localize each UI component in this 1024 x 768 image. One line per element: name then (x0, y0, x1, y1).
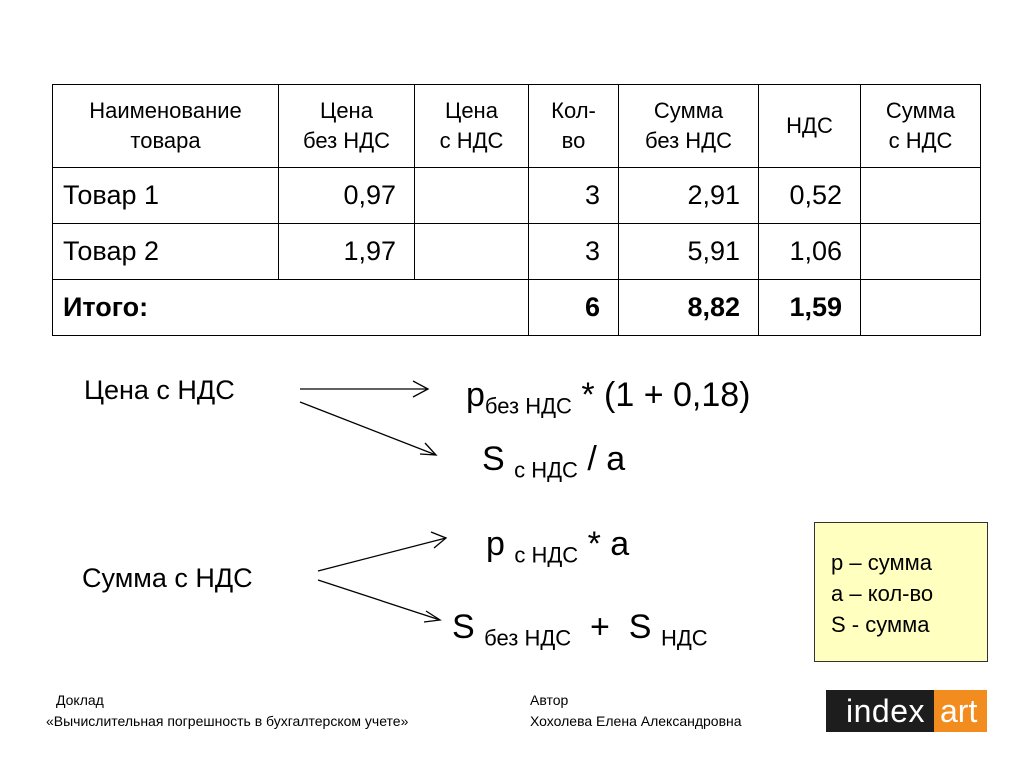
cell-product: Товар 1 (53, 168, 279, 224)
cell-sum-no-vat: 5,91 (619, 224, 759, 280)
cell-vat: 1,06 (759, 224, 861, 280)
footer-author (530, 690, 742, 732)
price-with-vat-label: Цена с НДС (84, 375, 235, 405)
arrow-price-to-formula2 (300, 402, 436, 455)
formula-price-no-vat: $p_{без НДС} * (1 + 0,18)$ (466, 376, 751, 419)
header-product-name: Наименование товара (53, 85, 279, 168)
header-vat: НДС (759, 85, 861, 168)
footer-report-title: «Вычислительная погрешность в бухгалтерском учете» (46, 713, 409, 729)
legend-box (814, 522, 988, 662)
header-price-no-vat: Цена без НДС (279, 85, 415, 168)
cell-total-quantity: 6 (529, 280, 619, 336)
formula-sum-with-vat-div: S $_{с НДС}$ / a (482, 440, 626, 483)
legend-item: S - сумма (831, 612, 930, 637)
cell-total-vat: 1,59 (759, 280, 861, 336)
legend-item: p – сумма (831, 550, 932, 575)
header-sum-no-vat: Сумма без НДС (619, 85, 759, 168)
cell-product: Товар 2 (53, 224, 279, 280)
arrow-sum-to-formula1 (318, 538, 446, 571)
cell-price-no-vat: 0,97 (279, 168, 415, 224)
footer-author-label: Автор (530, 692, 569, 708)
footer-author-name: Хохолева Елена Александровна (530, 713, 742, 729)
legend-item: a – кол-во (831, 581, 934, 606)
cell-vat: 0,52 (759, 168, 861, 224)
header-quantity: Кол- во (529, 85, 619, 168)
formula-sum-plus-vat: S $_{без НДС}$ + S $_{НДС}$ (452, 608, 708, 651)
index-art-logo: index art (826, 690, 986, 732)
cell-sum-no-vat: 2,91 (619, 168, 759, 224)
header-price-with-vat: Цена с НДС (415, 85, 529, 168)
sum-with-vat-label: Сумма с НДС (82, 563, 253, 593)
cell-total-label: Итого: (53, 280, 529, 336)
cell-total-sum-no-vat: 8,82 (619, 280, 759, 336)
header-sum-with-vat: Сумма с НДС (861, 85, 981, 168)
footer-report (46, 690, 409, 732)
cell-price-no-vat: 1,97 (279, 224, 415, 280)
cell-quantity: 3 (529, 224, 619, 280)
formula-price-times-qty: p $_{с НДС}$ * a (486, 525, 630, 568)
arrow-sum-to-formula2 (318, 580, 440, 620)
footer-report-label: Доклад (56, 692, 104, 708)
cell-quantity: 3 (529, 168, 619, 224)
